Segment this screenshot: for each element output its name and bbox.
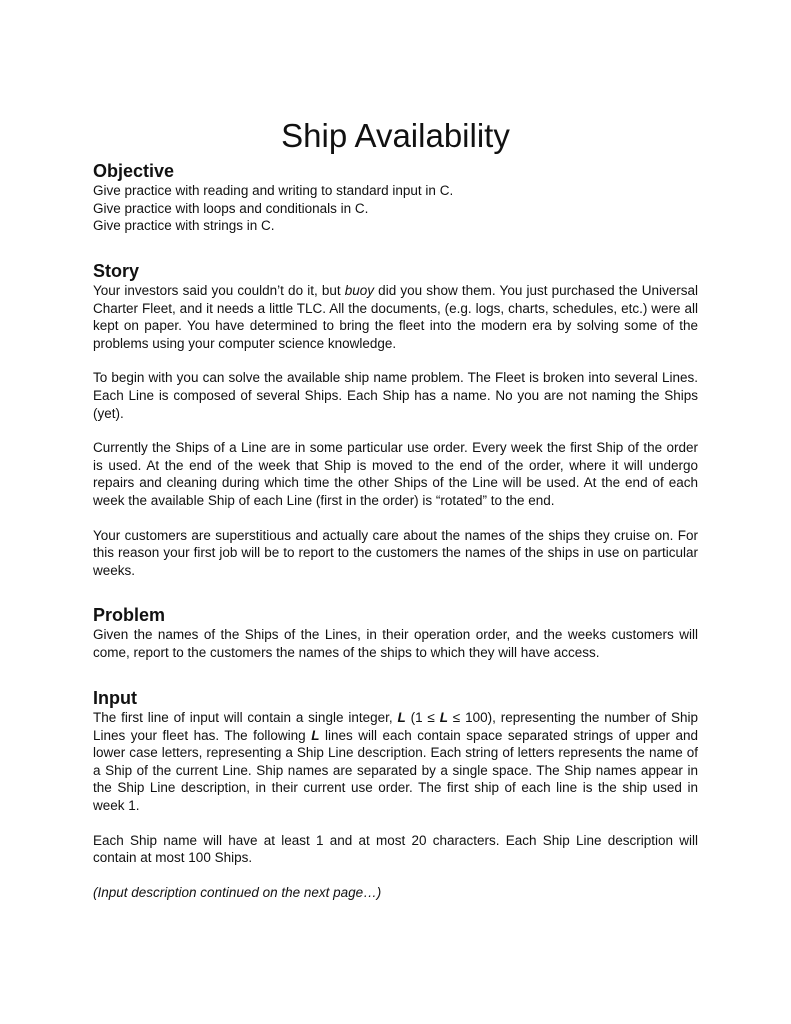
input-paragraph-1 — [93, 709, 698, 815]
story-paragraph-3: Currently the Ships of a Line are in some particular use order. Every week the first Ship of the order is used. At the end of the week that Ship is moved to the end of the order, where it will undergo repairs and cleaning during which time the other Ships of the Line will be used. At the end of each week the available Ship of each Line (first in the order) is “rotated” to the end. — [93, 440, 698, 508]
story-p1-emphasis: buoy — [344, 283, 375, 298]
input-p1-text-c: ≤ 100), representing the number of Ship Lines your fleet has. The following — [93, 710, 698, 743]
input-paragraph-2: Each Ship name will have at least 1 and at most 20 characters. Each Ship Line description will contain at most 100 Ships. — [93, 832, 698, 866]
story-heading: Story — [93, 261, 140, 281]
input-p1-text-a: The first line of input will contain a single integer, — [93, 710, 398, 725]
story-p1-text-a: Your investors said you couldn’t do it, but — [93, 283, 345, 298]
objective-line-2: Give practice with loops and conditionals in C. — [93, 200, 369, 216]
story-p1-text-b: did you show them. You just purchased the Universal Charter Fleet, and it needs a little TLC. All the documents, (e.g. logs, charts, schedules, etc.) were all kept on paper. You have determined to bring the fleet into the modern era by solving some of the problems using your computer science knowledge. — [93, 283, 698, 351]
input-p1-text-b: (1 ≤ — [405, 710, 440, 725]
story-paragraph-1 — [93, 282, 698, 352]
input-var-l-3: L — [311, 727, 320, 743]
page-title: Ship Availability — [281, 117, 510, 155]
objective-section — [93, 160, 698, 235]
problem-paragraph-1: Given the names of the Ships of the Lines, in their operation order, and the weeks customers will come, report to the customers the names of the ships to which they will have access. — [93, 627, 698, 660]
input-heading: Input — [93, 688, 137, 708]
problem-heading: Problem — [93, 605, 166, 625]
input-var-l-1: L — [397, 710, 406, 725]
story-paragraph-2: To begin with you can solve the available ship name problem. The Fleet is broken into several Lines. Each Line is composed of several Ships. Each Ship has a name. No you are not naming the Ships (yet). — [93, 370, 698, 421]
objective-heading: Objective — [93, 161, 175, 181]
input-var-l-2: L — [439, 710, 448, 725]
input-continued-note-text: (Input description continued on the next page…) — [93, 884, 382, 900]
input-continued-note — [93, 884, 698, 902]
input-section — [93, 687, 698, 901]
story-section — [93, 260, 698, 579]
input-p1-text-d: lines will each contain space separated strings of upper and lower case letters, representing a Ship Line description. Each string of letters represents the name of a Ship of the current Line. Ship names are separated by a single space. The Ship names appear in the Ship Line description, in their current use order. The first ship of each line is the ship used in week 1. — [93, 727, 699, 813]
objective-line-1: Give practice with reading and writing to standard input in C. — [93, 183, 454, 198]
story-paragraph-4: Your customers are superstitious and actually care about the names of the ships they cruise on. For this reason your first job will be to report to the customers the names of the ships in use on particular weeks. — [93, 527, 698, 578]
objective-line-3: Give practice with strings in C. — [93, 218, 275, 234]
problem-section — [93, 604, 698, 661]
